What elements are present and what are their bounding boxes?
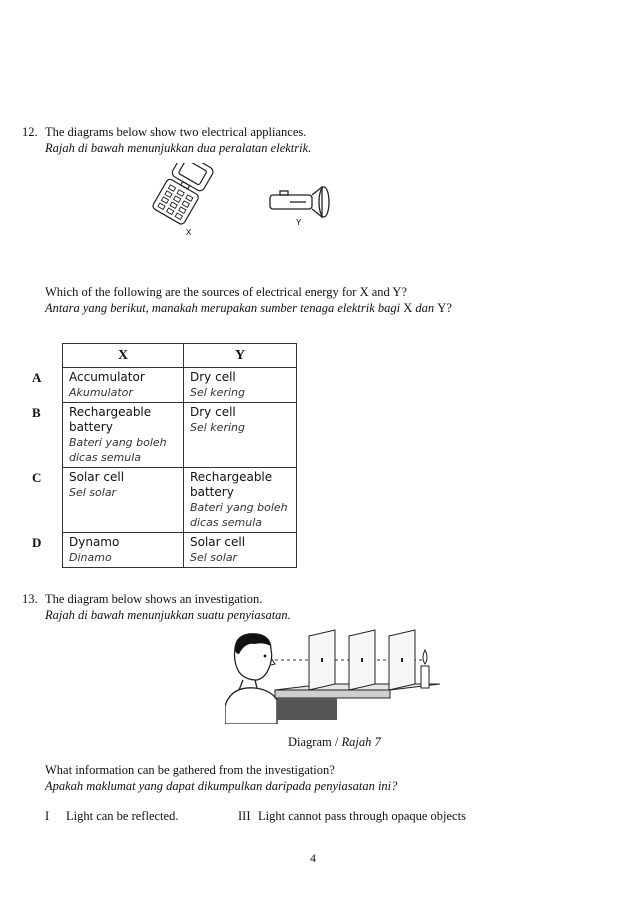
option-row-a[interactable]	[30, 368, 297, 403]
option-label: B	[32, 404, 41, 420]
cell-x-ms: Sel solar	[69, 486, 117, 499]
option-i-text: Light can be reflected.	[66, 809, 179, 823]
mobile-phone-icon	[152, 163, 215, 225]
question-13-number: 13.	[22, 592, 38, 606]
cell-y: Dry cell	[190, 370, 236, 384]
option-label: D	[32, 534, 42, 550]
cell-x: Accumulator	[69, 370, 145, 384]
page-number: 4	[310, 851, 316, 865]
question-12-prompt: Which of the following are the sources of electrical energy for X and Y?	[45, 285, 408, 299]
cell-y: Solar cell	[190, 535, 246, 549]
cell-x: Rechargeable battery	[69, 405, 152, 434]
question-12-text: The diagrams below show two electrical appliances.	[45, 125, 307, 139]
cell-y-ms: Sel kering	[190, 421, 245, 434]
option-iii-number: III	[238, 809, 251, 823]
prompt-ms-y: Y?	[437, 301, 452, 315]
option-iii-text: Light cannot pass through opaque objects	[258, 809, 466, 823]
option-row-b[interactable]	[30, 403, 297, 468]
cell-x: Solar cell	[69, 470, 125, 484]
table-header	[30, 344, 297, 368]
question-13-prompt-ms: Apakah maklumat yang dapat dikumpulkan daripada penyiasatan ini?	[45, 779, 398, 793]
candle-icon	[421, 650, 429, 688]
cell-x-ms: Bateri yang boleh dicas semula	[69, 436, 167, 464]
cell-y: Rechargeable battery	[190, 470, 273, 499]
investigation-diagram	[225, 628, 440, 724]
cell-y-ms: Bateri yang boleh dicas semula	[190, 501, 288, 529]
question-13-text: The diagram below shows an investigation.	[45, 592, 263, 606]
option-i-number: I	[45, 809, 50, 823]
observer-icon	[225, 634, 277, 724]
question-12-text-ms: Rajah di bawah menunjukkan dua peralatan elektrik.	[45, 141, 312, 155]
question-13-text-ms: Rajah di bawah menunjukkan suatu penyiasatan.	[45, 608, 291, 622]
question-12-number: 12.	[22, 125, 38, 139]
option-row-c[interactable]	[30, 468, 297, 533]
header-x: X	[63, 344, 184, 368]
label-x: X	[186, 228, 192, 237]
cell-x: Dynamo	[69, 535, 120, 549]
option-row-d[interactable]	[30, 533, 297, 568]
prompt-ms-part: Antara yang berikut, manakah merupakan sumber tenaga elektrik bagi	[45, 301, 404, 315]
appliances-illustration	[150, 163, 350, 243]
option-label: A	[32, 369, 42, 385]
option-label: C	[32, 469, 42, 485]
cell-x-ms: Akumulator	[69, 386, 133, 399]
cell-y-ms: Sel kering	[190, 386, 245, 399]
label-y: Y	[296, 218, 302, 227]
diagram-caption: Diagram / Rajah 7	[288, 735, 381, 749]
header-y: Y	[184, 344, 297, 368]
question-13-prompt: What information can be gathered from the investigation?	[45, 763, 335, 777]
cell-y-ms: Sel solar	[190, 551, 238, 564]
options-table	[30, 343, 297, 568]
prompt-ms-x: X	[403, 301, 413, 315]
torchlight-icon	[270, 187, 329, 217]
cell-x-ms: Dinamo	[69, 551, 112, 564]
bench-icon	[275, 684, 440, 720]
cell-y: Dry cell	[190, 405, 236, 419]
question-12-prompt-ms: Antara yang berikut, manakah merupakan sumber tenaga elektrik bagi X dan Y?	[45, 301, 452, 315]
